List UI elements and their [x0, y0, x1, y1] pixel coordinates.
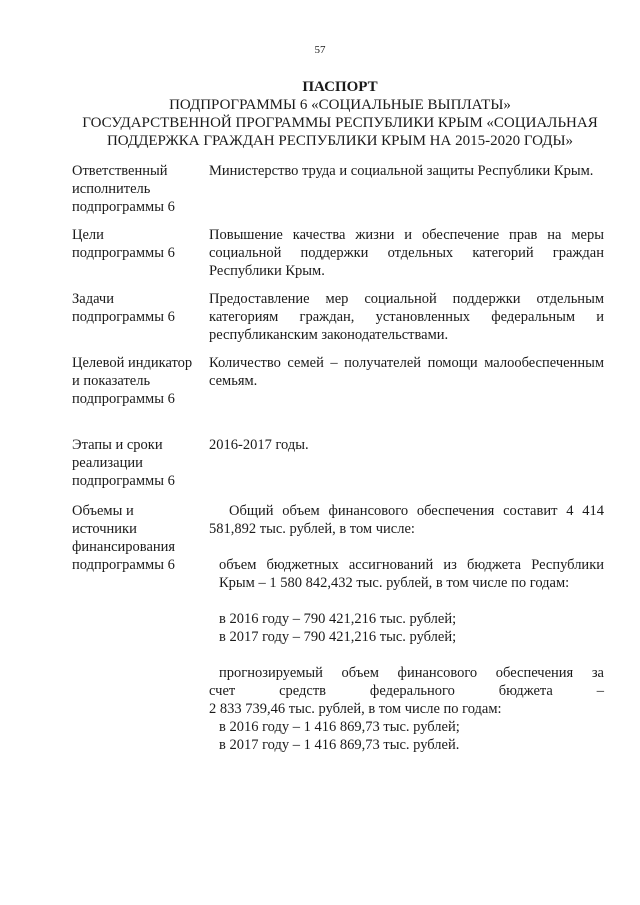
funding-total: Общий объем финансового обеспечения составит 4 414 581,892 тыс. рублей, в том числе: — [209, 503, 604, 537]
row-label-indicator: Целевой индикатор и показатель подпрограммы 6 — [72, 355, 193, 407]
title-line-1: ПОДПРОГРАММЫ 6 «СОЦИАЛЬНЫЕ ВЫПЛАТЫ» — [169, 97, 511, 113]
row-label-funding: Объемы и источники финансирования подпрограммы 6 — [72, 503, 176, 573]
row-value-indicator: Количество семей – получателей помощи малообеспеченным семьям. — [209, 355, 604, 389]
funding-budget-rk: объем бюджетных ассигнований из бюджета Республики Крым – 1 580 842,432 тыс. рублей, в том числе по годам: — [219, 557, 604, 591]
funding-rk-2017: в 2017 году – 790 421,216 тыс. рублей; — [219, 629, 457, 645]
row-label-goals: Цели подпрограммы 6 — [72, 227, 175, 261]
row-label-responsible: Ответственный исполнитель подпрограммы 6 — [72, 163, 175, 215]
row-value-goals: Повышение качества жизни и обеспечение прав на меры социальной поддержки отдельных категорий граждан Республики Крым. — [209, 227, 604, 279]
row-label-tasks: Задачи подпрограммы 6 — [72, 291, 175, 325]
title-line-3: ПОДДЕРЖКА ГРАЖДАН РЕСПУБЛИКИ КРЫМ НА 2015-2020 ГОДЫ» — [106, 133, 574, 149]
funding-federal-line-3: 2 833 739,46 тыс. рублей, в том числе по годам: — [209, 701, 502, 717]
row-value-tasks: Предоставление мер социальной поддержки отдельным категориям граждан, установленных федеральным и республиканским законодательствами. — [209, 291, 604, 343]
funding-federal-line-1: прогнозируемый объем финансового обеспечения за — [219, 665, 604, 681]
title-main: ПАСПОРТ — [302, 79, 378, 95]
title-line-2: ГОСУДАРСТВЕННОЙ ПРОГРАММЫ РЕСПУБЛИКИ КРЫМ «СОЦИАЛЬНАЯ — [82, 115, 598, 131]
funding-fed-2017: в 2017 году – 1 416 869,73 тыс. рублей. — [219, 737, 460, 753]
document-title — [40, 78, 640, 150]
funding-federal-line-2: счет средств федерального бюджета – — [209, 683, 604, 699]
funding-fed-2016: в 2016 году – 1 416 869,73 тыс. рублей; — [219, 719, 460, 735]
row-label-stages: Этапы и сроки реализации подпрограммы 6 — [72, 437, 175, 489]
row-value-stages: 2016-2017 годы. — [209, 437, 309, 453]
page-number: 57 — [314, 44, 326, 56]
row-value-funding — [209, 502, 604, 754]
funding-rk-2016: в 2016 году – 790 421,216 тыс. рублей; — [219, 611, 457, 627]
row-value-responsible: Министерство труда и социальной защиты Республики Крым. — [209, 163, 594, 179]
